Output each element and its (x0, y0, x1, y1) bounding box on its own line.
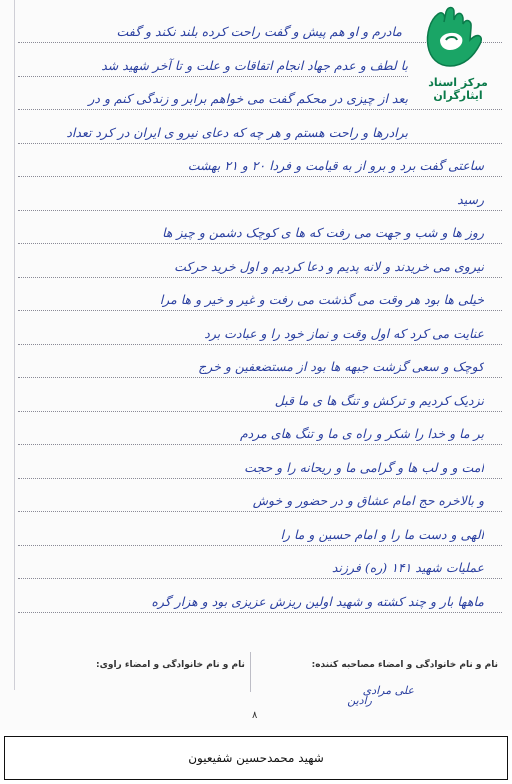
handwritten-line: با لطف و عدم جهاد انجام اتفاقات و علت و تا آخر شهید شد (101, 57, 408, 73)
logo-caption: مرکز اسناد ایثارگران (408, 76, 508, 94)
document-center-logo (408, 6, 508, 102)
ruled-line (18, 444, 502, 445)
ruled-line (18, 277, 502, 278)
interviewer-signature-label: نام و نام خانوادگی و امضاء مصاحبه کننده: (311, 660, 498, 670)
ruled-line (18, 176, 502, 177)
hand-emblem-icon (418, 6, 490, 74)
narrator-signature: رادین (347, 694, 372, 707)
handwritten-line: خیلی ها بود هر وقت می گذشت می رفت و غیر و خیر و ها مرا (159, 292, 484, 307)
ruled-line (18, 411, 502, 412)
ruled-line (18, 578, 502, 579)
handwritten-line: امت و و لب ها و گرامی ما و ریحانه را و حجت (244, 459, 484, 475)
handwritten-line: الهی و دست ما را و امام حسین و ما را (280, 526, 484, 542)
handwritten-line: برادرها و راحت هستم و هر چه که دعای نیرو ی ایران در کرد تعداد (66, 124, 408, 140)
handwritten-line: بعد از چیزی در محکم گفت می خواهم برابر و زندگی کنم و در (88, 91, 408, 106)
ruled-line (18, 344, 502, 345)
handwritten-line: و بالاخره حج امام عشاق و در حضور و خوش (252, 493, 484, 508)
ruled-line (18, 143, 502, 144)
handwritten-line: عملیات شهید ۱۴۱ (ره) فرزند (331, 560, 484, 575)
page-margin-line (14, 0, 15, 690)
interviewer-signature: علی مرادی (362, 684, 414, 697)
caption-box (4, 736, 508, 780)
ruled-line (18, 511, 502, 512)
page-number: ۸ (252, 710, 258, 721)
ruled-line (18, 109, 502, 110)
ruled-line (18, 210, 502, 211)
ruled-line (18, 243, 502, 244)
handwritten-line: ماهها بار و چند کشته و شهید اولین ریزش عزیزی بود و هزار گره (151, 593, 484, 609)
footer-divider (250, 652, 251, 692)
handwritten-line: رسید (457, 191, 484, 207)
handwritten-line: ساعتی گفت برد و برو از به قیامت و فردا ۲۰ و ۲۱ بهشت (187, 158, 484, 173)
handwritten-line: نیروی می خریدند و لانه پدیم و دعا کردیم و اول خرید حرکت (174, 258, 484, 274)
ruled-line (18, 310, 502, 311)
ruled-line (18, 545, 502, 546)
handwritten-line: عنایت می کرد که اول وقت و نماز خود را و عبادت برد (204, 325, 484, 341)
martyr-name-caption: شهید محمدحسین شفیعیون (188, 751, 324, 765)
handwritten-line: کوچک و سعی گزشت جبهه ها بود از مستضعفین و خرج (198, 359, 484, 374)
ruled-line (18, 478, 502, 479)
ruled-line (18, 377, 502, 378)
handwritten-line: نزدیک کردیم و ترکش و تنگ ها ی ما قبل (274, 392, 484, 408)
narrator-signature-label: نام و نام خانوادگی و امضاء راوی: (96, 660, 245, 670)
handwritten-line: روز ها و شب و جهت می رفت که ها ی کوچک دشمن و چیز ها (162, 225, 484, 240)
handwritten-line: بر ما و خدا را شکر و راه ی ما و تنگ های مردم (239, 426, 484, 441)
handwritten-line: مادرم و او هم پیش و گفت راحت کرده بلند نکند و گفت (116, 24, 402, 39)
ruled-line (18, 612, 502, 613)
